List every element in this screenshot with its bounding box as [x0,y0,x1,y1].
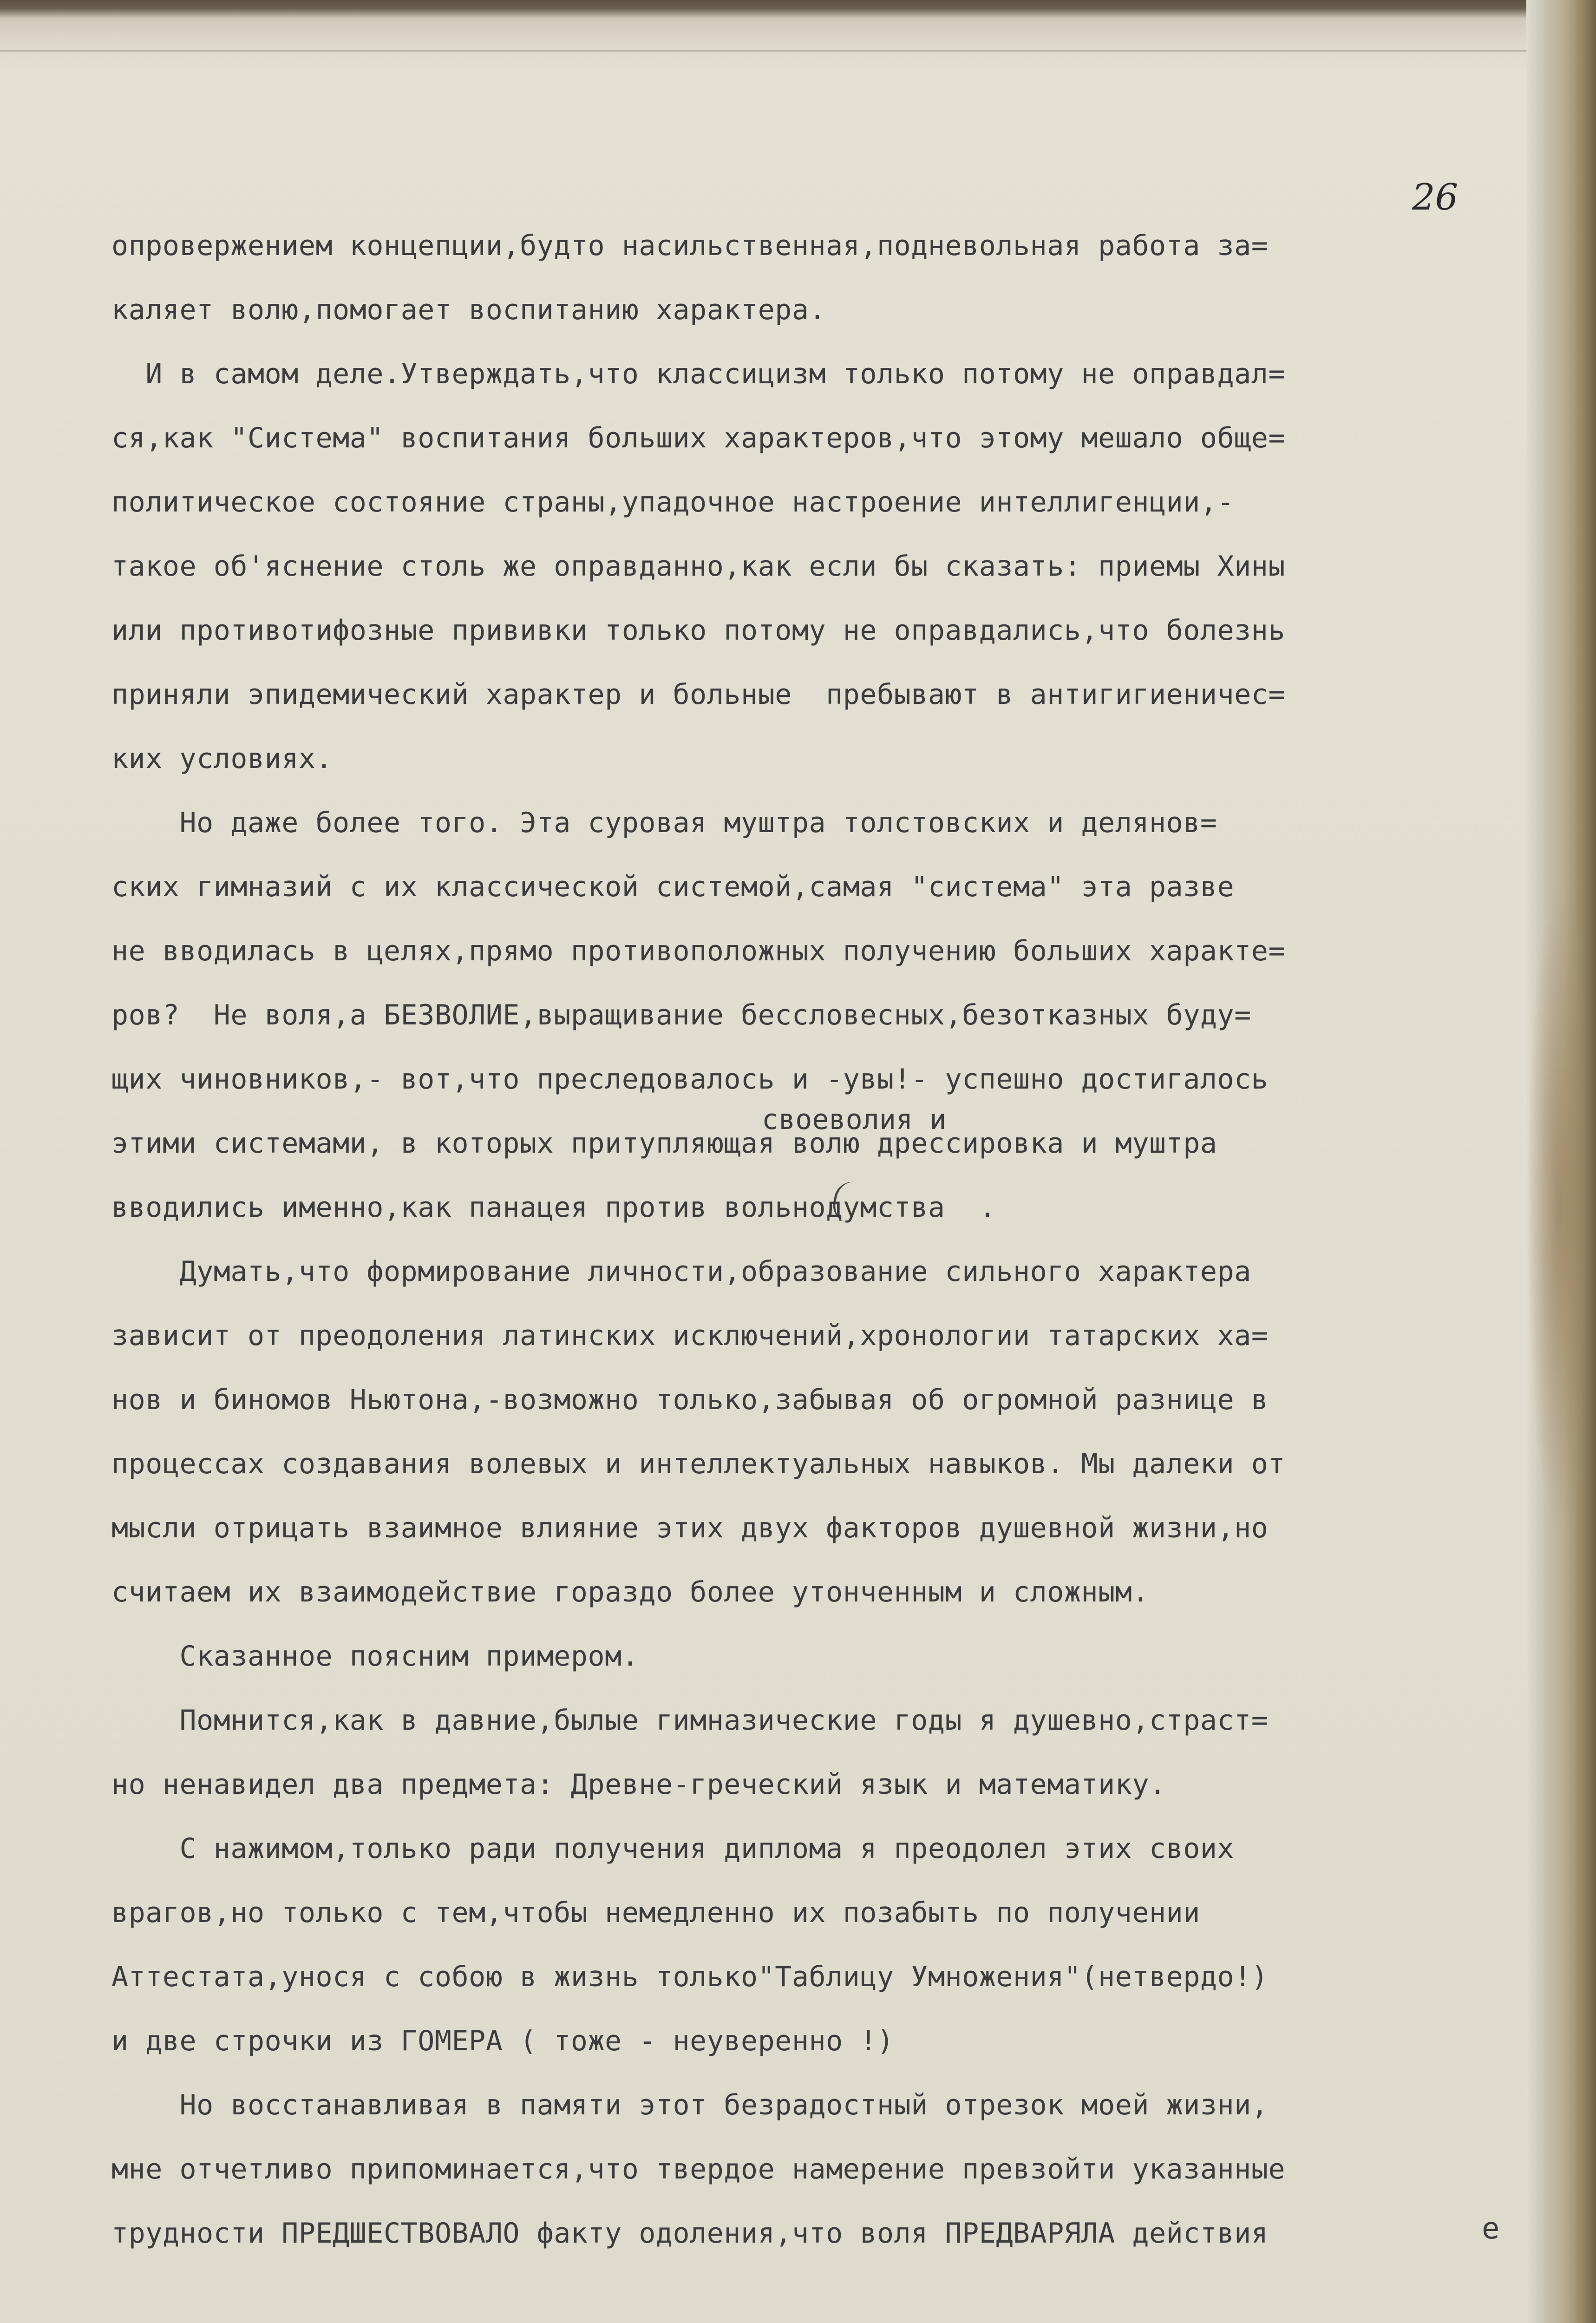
text-line: мне отчетливо припоминается,что твердое намерение превзойти указанные [111,2153,1285,2185]
text-line: ся,как "Система" воспитания больших характеров,что этому мешало обще= [111,422,1285,454]
text-line: Сказанное поясним примером. [111,1640,639,1673]
page-top-edge [0,0,1596,70]
text-line: опровержением концепции,будто насильственная,подневольная работа за= [111,230,1269,262]
typewritten-text [111,214,1533,2265]
text-line: Но восстанавливая в памяти этот безрадостный отрезок моей жизни, [111,2089,1269,2121]
text-line: считаем их взаимодействие гораздо более утонченным и сложным. [111,1576,1150,1608]
page-stain [1526,883,1582,1533]
text-line: зависит от преодоления латинских исключений,хронологии татарских ха= [111,1319,1269,1352]
text-line: вводились именно,как панацея против вольнодумства . [111,1191,996,1224]
text-line: щих чиновников,- вот,что преследовалось и -увы!- успешно достигалось [111,1063,1269,1096]
text-line: не вводилась в целях,прямо противоположных получению больших характе= [111,935,1285,967]
text-line: Думать,что формирование личности,образование сильного характера [111,1255,1251,1288]
page-number: 26 [1412,177,1459,218]
text-line: мысли отрицать взаимное влияние этих двух факторов душевной жизни,но [111,1512,1269,1544]
text-line: врагов,но только с тем,чтобы немедленно их позабыть по получении [111,1896,1200,1929]
text-line: нов и биномов Ньютона,-возможно только,забывая об огромной разнице в [111,1384,1269,1416]
text-line: политическое состояние страны,упадочное настроение интеллигенции,- [111,486,1235,518]
text-line: трудности ПРЕДШЕСТВОВАЛО факту одоления,что воля ПРЕДВАРЯЛА действия [111,2217,1269,2250]
text-line: ров? Не воля,а БЕЗВОЛИЕ,выращивание бессловесных,безотказных буду= [111,999,1251,1031]
text-line: но ненавидел два предмета: Древне-греческий язык и математику. [111,1768,1166,1801]
trailing-letter: е [1482,2211,1500,2246]
text-line: ких условиях. [111,742,333,775]
text-line: И в самом деле.Утверждать,что классицизм только потому не оправдал= [111,358,1285,390]
text-line: приняли эпидемический характер и больные пребывают в антигигиеничес= [111,678,1285,711]
text-line: С нажимом,только ради получения диплома я преодолел этих своих [111,1832,1235,1865]
text-line: такое об'яснение столь же оправданно,как если бы сказать: приемы Хины [111,550,1285,583]
handwritten-insertion: своеволия и [762,1103,947,1136]
text-line: Аттестата,унося с собою в жизнь только"Таблицу Умножения"(нетвердо!) [111,1961,1269,1993]
text-line: и две строчки из ГОМЕРА ( тоже - неуверенно !) [111,2025,894,2057]
text-line: Помнится,как в давние,былые гимназические годы я душевно,страст= [111,1704,1269,1737]
text-line: Но даже более того. Эта суровая муштра толстовских и делянов= [111,807,1217,839]
text-line: процессах создавания волевых и интеллектуальных навыков. Мы далеки от [111,1448,1285,1480]
text-line: каляет волю,помогает воспитанию характера. [111,294,826,326]
text-line: этими системами, в которых притупляющая волю дрессировка и муштра [111,1127,1217,1160]
text-line: или противотифозные прививки только потому не оправдались,что болезнь [111,614,1285,647]
page-top-rule [0,50,1596,52]
text-line: ских гимназий с их классической системой,самая "система" эта разве [111,871,1235,903]
